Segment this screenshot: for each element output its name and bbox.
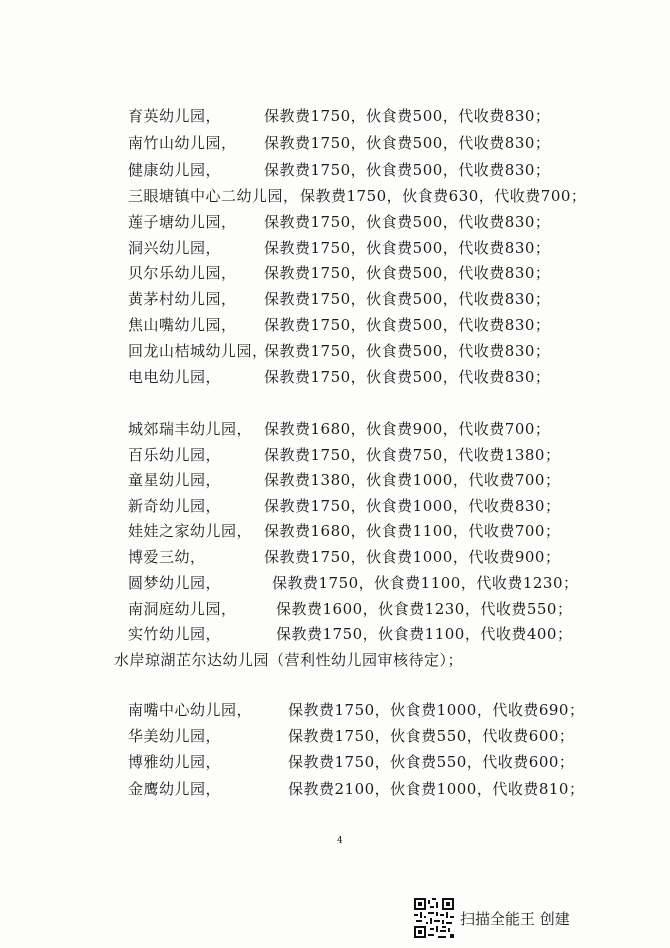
fee-detail: 保教费1750，伙食费1000，代收费900；: [264, 548, 561, 566]
kindergarten-name: 回龙山桔城幼儿园，: [128, 342, 268, 360]
kindergarten-name: 城郊瑞丰幼儿园，: [128, 420, 253, 438]
kindergarten-name: 电电幼儿园，: [128, 368, 222, 386]
kindergarten-name: 新奇幼儿园，: [128, 497, 222, 515]
kindergarten-name: 育英幼儿园，: [128, 107, 222, 125]
fee-detail: 保教费1750，伙食费500，代收费830；: [264, 239, 551, 257]
fee-detail: 保教费1750，伙食费500，代收费830；: [264, 368, 551, 386]
fee-detail: 保教费1380，伙食费1000，代收费700；: [264, 471, 561, 489]
fee-detail: 保教费1750，伙食费1000，代收费690；: [288, 701, 585, 719]
kindergarten-name: 百乐幼儿园，: [128, 446, 222, 464]
kindergarten-name: 洞兴幼儿园，: [128, 239, 222, 257]
fee-detail: 保教费1750，伙食费500，代收费830；: [264, 107, 551, 125]
fee-detail: 保教费1680，伙食费900，代收费700；: [264, 420, 551, 438]
page-number: 4: [337, 836, 343, 846]
kindergarten-name: 南嘴中心幼儿园，: [128, 701, 253, 719]
kindergarten-name: 三眼塘镇中心二幼儿园，: [128, 187, 299, 205]
kindergarten-name: 娃娃之家幼儿园，: [128, 522, 253, 540]
kindergarten-name: 童星幼儿园，: [128, 471, 222, 489]
fee-detail: 保教费2100，伙食费1000，代收费810；: [288, 780, 585, 798]
kindergarten-name: 黄茅村幼儿园，: [128, 290, 237, 308]
fee-detail: 保教费1750，伙食费550，代收费600；: [288, 727, 575, 745]
fee-detail: 保教费1750，伙食费750，代收费1380；: [264, 446, 561, 464]
kindergarten-name: 水岸琼湖芷尔达幼儿园（营利性幼儿园审核待定）；: [114, 651, 464, 669]
fee-detail: 保教费1750，伙食费1000，代收费830；: [264, 497, 561, 515]
kindergarten-name: 南竹山幼儿园，: [128, 134, 237, 152]
kindergarten-name: 博爱三幼，: [128, 548, 206, 566]
kindergarten-name: 南洞庭幼儿园，: [128, 600, 237, 618]
fee-detail: 保教费1750，伙食费550，代收费600；: [288, 753, 575, 771]
fee-detail: 保教费1750，伙食费500，代收费830；: [264, 290, 551, 308]
kindergarten-name: 博雅幼儿园，: [128, 753, 222, 771]
kindergarten-name: 贝尔乐幼儿园，: [128, 264, 237, 282]
kindergarten-name: 莲子塘幼儿园，: [128, 213, 237, 231]
fee-detail: 保教费1750，伙食费500，代收费830；: [264, 134, 551, 152]
fee-detail: 保教费1750，伙食费630，代收费700；: [300, 187, 587, 205]
fee-detail: 保教费1750，伙食费500，代收费830；: [264, 264, 551, 282]
fee-detail: 保教费1750，伙食费500，代收费830；: [264, 213, 551, 231]
scanner-label: 扫描全能王 创建: [460, 910, 570, 928]
fee-detail: 保教费1600，伙食费1230，代收费550；: [276, 600, 573, 618]
scanner-watermark: [414, 898, 614, 940]
kindergarten-name: 金鹰幼儿园，: [128, 780, 222, 798]
kindergarten-name: 焦山嘴幼儿园，: [128, 316, 237, 334]
fee-detail: 保教费1750，伙食费500，代收费830；: [264, 161, 551, 179]
kindergarten-name: 实竹幼儿园，: [128, 625, 222, 643]
kindergarten-name: 华美幼儿园，: [128, 727, 222, 745]
fee-detail: 保教费1750，伙食费1100，代收费1230；: [272, 574, 579, 592]
kindergarten-name: 圆梦幼儿园，: [128, 574, 222, 592]
fee-detail: 保教费1750，伙食费500，代收费830；: [264, 342, 551, 360]
fee-detail: 保教费1750，伙食费1100，代收费400；: [276, 625, 573, 643]
kindergarten-name: 健康幼儿园，: [128, 161, 222, 179]
fee-detail: 保教费1750，伙食费500，代收费830；: [264, 316, 551, 334]
qr-code-icon: [414, 898, 454, 938]
fee-detail: 保教费1680，伙食费1100，代收费700；: [264, 522, 561, 540]
